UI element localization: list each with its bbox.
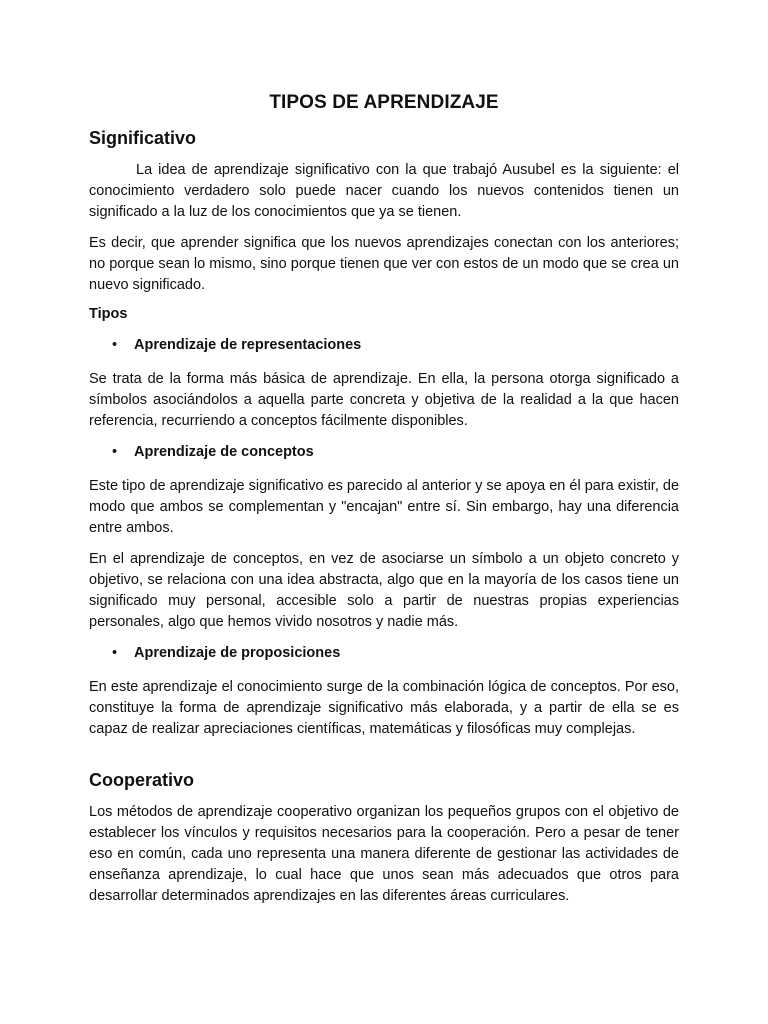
- document-content: [89, 92, 679, 917]
- section-heading-significativo: Significativo: [89, 128, 197, 148]
- paragraph: En este aprendizaje el conocimiento surge de la combinación lógica de conceptos. Por eso, constituye la forma de aprendizaje significativo más elaborada, y a partir de ella se es capaz de realizar apreciaciones científicas, matemáticas y filosóficas muy complejas.: [89, 679, 679, 737]
- bullet-icon: •: [112, 444, 118, 460]
- bullet-label: Aprendizaje de representaciones: [134, 337, 362, 353]
- section-heading-cooperativo: Cooperativo: [89, 770, 195, 790]
- bullet-item-conceptos: [89, 442, 679, 463]
- bullet-label: Aprendizaje de conceptos: [134, 444, 314, 460]
- paragraph: Se trata de la forma más básica de aprendizaje. En ella, la persona otorga significado a símbolos asociándolos a aquella parte concreta y objetiva de la realidad a la que hacen referencia, recurriendo a conceptos fácilmente disponibles.: [89, 371, 679, 429]
- bullet-label: Aprendizaje de proposiciones: [134, 645, 341, 661]
- paragraph: Los métodos de aprendizaje cooperativo organizan los pequeños grupos con el objetivo de establecer los vínculos y requisitos necesarios para la cooperación. Pero a pesar de tener eso en común, cada uno representa una manera diferente de gestionar las actividades de enseñanza aprendizaje, lo cual hace que unos sean más adecuados que otros para desarrollar determinados aprendizajes en las diferentes áreas curriculares.: [89, 804, 679, 904]
- bullet-item-representaciones: [89, 335, 679, 356]
- paragraph: La idea de aprendizaje significativo con la que trabajó Ausubel es la siguiente: el conocimiento verdadero solo puede nacer cuando los nuevos contenidos tienen un significado a la luz de los conocimientos que ya se tienen.: [89, 162, 679, 220]
- paragraph: En el aprendizaje de conceptos, en vez de asociarse un símbolo a un objeto concreto y objetivo, se relaciona con una idea abstracta, algo que en la mayoría de los casos tiene un significado muy personal, accesible solo a partir de nuestras propias experiencias personales, algo que hemos vivido nosotros y nadie más.: [89, 551, 679, 630]
- bullet-item-proposiciones: [89, 643, 679, 664]
- subheading-tipos: Tipos: [89, 306, 128, 322]
- bullet-icon: •: [112, 645, 118, 661]
- paragraph: Este tipo de aprendizaje significativo es parecido al anterior y se apoya en él para existir, de modo que ambos se complementan y "encajan" entre sí. Sin embargo, hay una diferencia entre ambos.: [89, 478, 680, 536]
- paragraph: Es decir, que aprender significa que los nuevos aprendizajes conectan con los anteriores; no porque sean lo mismo, sino porque tienen que ver con estos de un modo que se crea un nuevo significado.: [89, 235, 679, 293]
- document-title: TIPOS DE APRENDIZAJE: [269, 92, 499, 113]
- bullet-icon: •: [112, 337, 118, 353]
